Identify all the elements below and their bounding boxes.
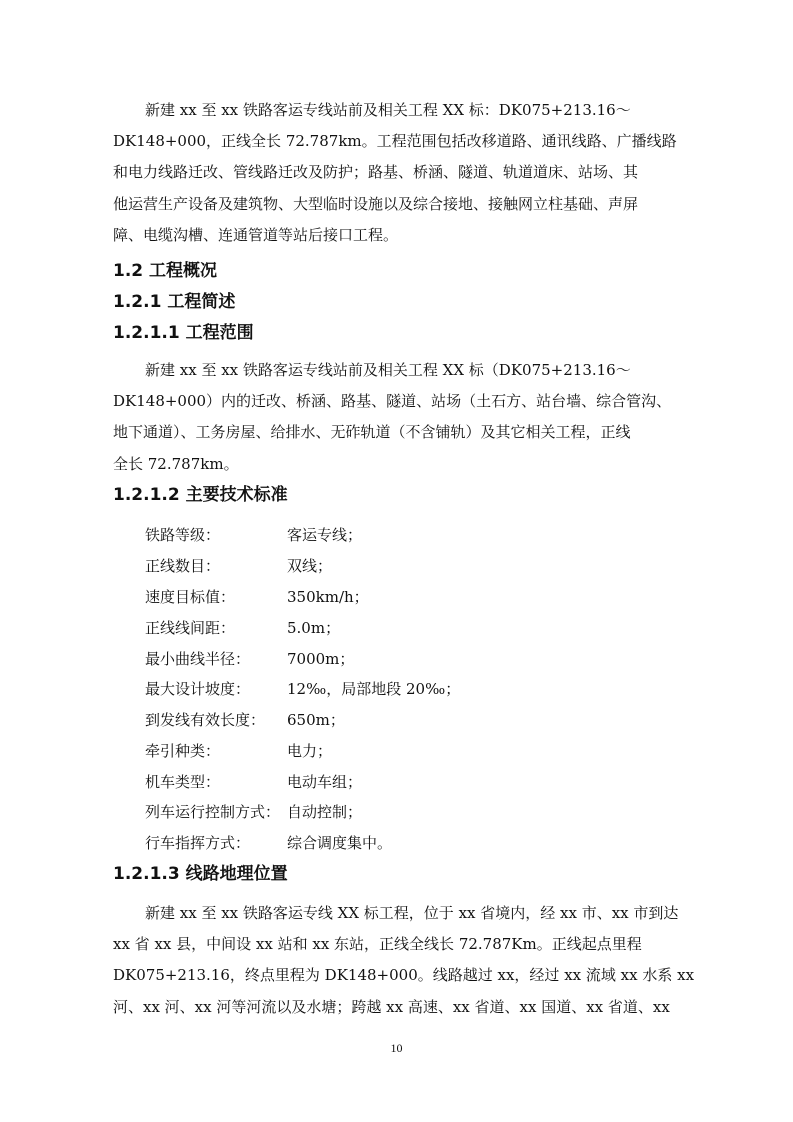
- spec-row: [145, 678, 460, 699]
- spec-row: [145, 740, 332, 761]
- spec-value: 综合调度集中。: [287, 834, 393, 852]
- text-line: 障、电缆沟槽、连通管道等站后接口工程。: [113, 225, 399, 244]
- text-line: 新建 xx 至 xx 铁路客运专线站前及相关工程 XX 标（DK075+213.16～: [145, 361, 631, 379]
- heading-1-2-1: 1.2.1 工程简述: [113, 292, 236, 312]
- spec-value: 电力；: [287, 742, 333, 760]
- spec-label: 正线数目：: [145, 557, 221, 575]
- spec-label: 最大设计坡度：: [145, 680, 251, 698]
- spec-row: [145, 617, 340, 638]
- heading-1-2-1-2: 1.2.1.2 主要技术标准: [113, 485, 288, 505]
- text-line: 河、xx 河、xx 河等河流以及水塘；跨越 xx 高速、xx 省道、xx 国道、xx 省道、xx: [113, 997, 670, 1016]
- spec-label: 速度目标值：: [145, 588, 236, 606]
- text-line: 全长 72.787km。: [113, 454, 239, 473]
- spec-value: 650m；: [287, 711, 345, 729]
- spec-value: 350km/h；: [287, 588, 369, 606]
- location-paragraph: [113, 898, 695, 1023]
- spec-label: 列车运行控制方式：: [145, 803, 281, 821]
- spec-label: 正线线间距：: [145, 619, 236, 637]
- spec-label: 行车指挥方式：: [145, 834, 251, 852]
- spec-value: 12‰，局部地段 20‰；: [287, 680, 461, 698]
- text-line: DK075+213.16，终点里程为 DK148+000。线路越过 xx，经过 xx 流域 xx 水系 xx: [113, 966, 695, 985]
- text-line: 新建 xx 至 xx 铁路客运专线站前及相关工程 XX 标：DK075+213.16～: [145, 101, 631, 119]
- text-line: 和电力线路迁改、管线路迁改及防护；路基、桥涵、隧道、轨道道床、站场、其: [113, 163, 639, 182]
- scope-paragraph: [113, 95, 677, 251]
- spec-row: [145, 801, 362, 822]
- range-paragraph: [113, 355, 673, 480]
- spec-value: 7000m；: [287, 650, 355, 668]
- spec-row: [145, 586, 369, 607]
- text-line: 新建 xx 至 xx 铁路客运专线 XX 标工程，位于 xx 省境内，经 xx 市、xx 市到达: [145, 904, 679, 922]
- spec-row: [145, 771, 362, 792]
- spec-row: [145, 524, 362, 545]
- spec-label: 铁路等级：: [145, 526, 221, 544]
- spec-label: 牵引种类：: [145, 742, 221, 760]
- spec-value: 双线；: [287, 557, 333, 575]
- spec-row: [145, 832, 392, 853]
- spec-label: 到发线有效长度：: [145, 711, 266, 729]
- spec-row: [145, 555, 332, 576]
- text-line: DK148+000）内的迁改、桥涵、路基、隧道、站场（土石方、站台墙、综合管沟、: [113, 392, 672, 411]
- spec-value: 自动控制；: [287, 803, 363, 821]
- text-line: DK148+000，正线全长 72.787km。工程范围包括改移道路、通讯线路、广播线路: [113, 132, 677, 151]
- spec-row: [145, 709, 345, 730]
- spec-row: [145, 648, 354, 669]
- spec-value: 客运专线；: [287, 526, 363, 544]
- spec-label: 最小曲线半径：: [145, 650, 251, 668]
- heading-1-2-1-1: 1.2.1.1 工程范围: [113, 323, 254, 343]
- text-line: xx 省 xx 县，中间设 xx 站和 xx 东站，正线全线长 72.787Km。正线起点里程: [113, 935, 642, 954]
- text-line: 他运营生产设备及建筑物、大型临时设施以及综合接地、接触网立柱基础、声屏: [113, 194, 639, 213]
- spec-value: 5.0m；: [287, 619, 341, 637]
- page-number: 10: [390, 1041, 403, 1055]
- heading-1-2-1-3: 1.2.1.3 线路地理位置: [113, 864, 288, 884]
- heading-1-2: 1.2 工程概况: [113, 261, 218, 281]
- spec-label: 机车类型：: [145, 773, 221, 791]
- spec-value: 电动车组；: [287, 773, 363, 791]
- text-line: 地下通道）、工务房屋、给排水、无砟轨道（不含铺轨）及其它相关工程，正线: [113, 423, 631, 442]
